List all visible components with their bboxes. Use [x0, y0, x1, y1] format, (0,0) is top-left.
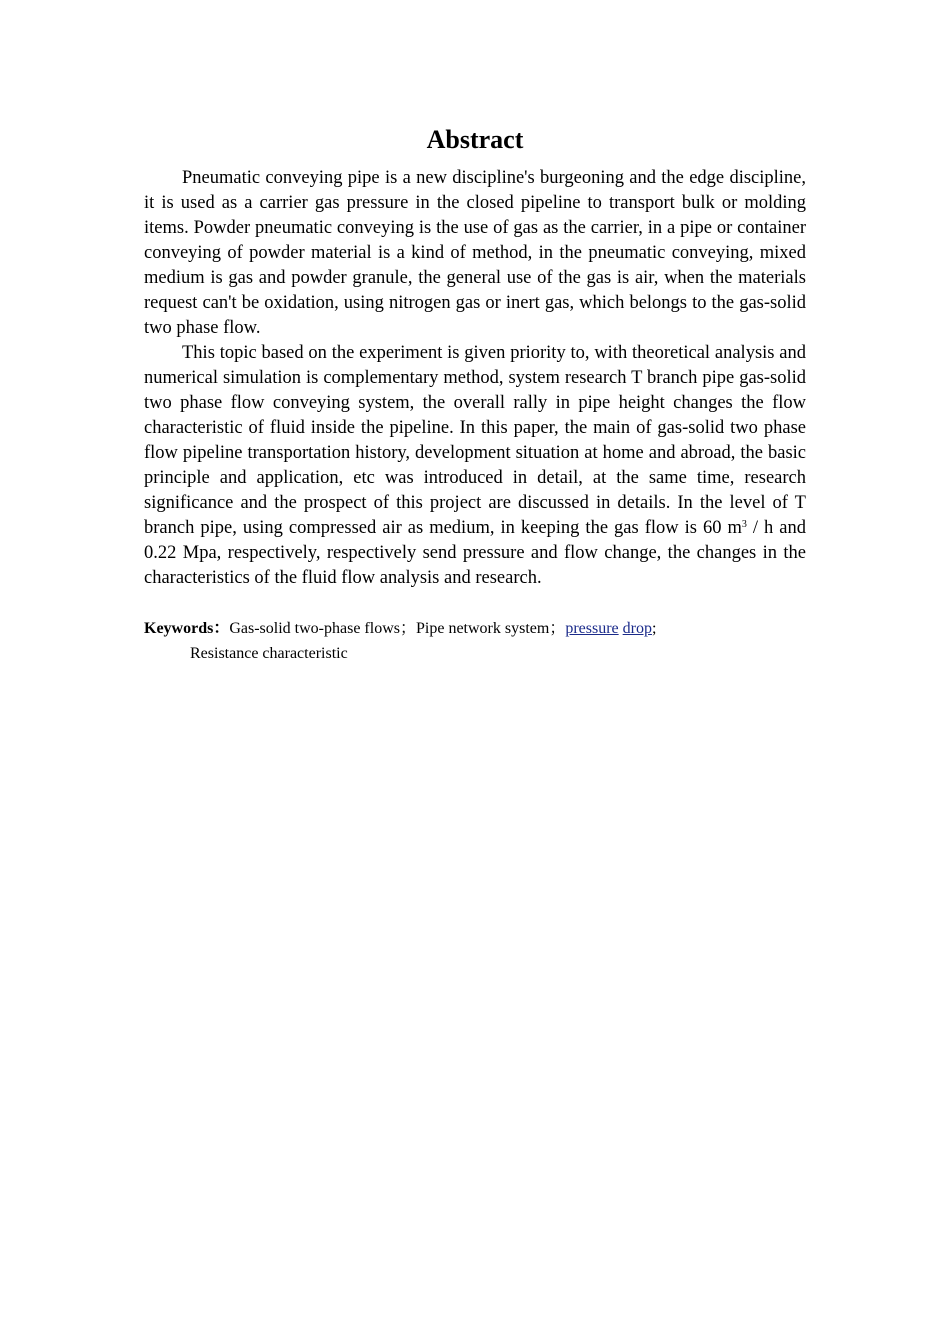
abstract-title: Abstract [426, 125, 524, 154]
abstract-paragraph-1: Pneumatic conveying pipe is a new discipline's burgeoning and the edge discipline, it is used as a carrier gas pressure in the closed pipeline to transport bulk or molding items. Powder pneumatic conveying is the use of gas as the carrier, in a pipe or container conveying of powder material is a kind of method, in the pneumatic conveying, mixed medium is gas and powder granule, the general use of the gas is air, when the materials request can't be oxidation, using nitrogen gas or inert gas, which belongs to the gas-solid two phase flow. [144, 168, 806, 338]
keywords-block [144, 616, 806, 666]
keyword-gas-solid: Gas-solid two-phase flows； [229, 620, 416, 637]
keywords-line-2 [144, 641, 806, 666]
keyword-pressure-link[interactable]: pressure [565, 620, 619, 637]
keyword-pipe-network: Pipe network system； [416, 620, 566, 637]
keywords-line-1 [144, 616, 806, 641]
paragraph-2-text-end: / h and 0.22 Mpa, respectively, respectively send pressure and flow change, the changes in the characteristics of the fluid flow analysis and research. [144, 518, 806, 588]
abstract-section [144, 122, 806, 666]
keywords-label: Keywords： [144, 620, 230, 637]
abstract-paragraph-2 [144, 341, 806, 591]
unit-superscript: 3 [741, 519, 747, 530]
keyword-separator: ; [651, 620, 657, 637]
keyword-resistance: Resistance characteristic [190, 645, 348, 662]
paragraph-2-text: This topic based on the experiment is given priority to, with theoretical analysis and numerical simulation is complementary method, system research T branch pipe gas-solid two phase flow conveying system, the overall rally in pipe height changes the flow characteristic of fluid inside the pipeline. In this paper, the main of gas-solid two phase flow pipeline transportation history, development situation at home and abroad, the basic principle and application, etc was introduced in detail, at the same time, research significance and the prospect of this project are discussed in details. In the level of T branch pipe, using compressed air as medium, in keeping the gas flow is 60 m [144, 343, 806, 538]
keyword-drop-link[interactable]: drop [622, 620, 652, 637]
